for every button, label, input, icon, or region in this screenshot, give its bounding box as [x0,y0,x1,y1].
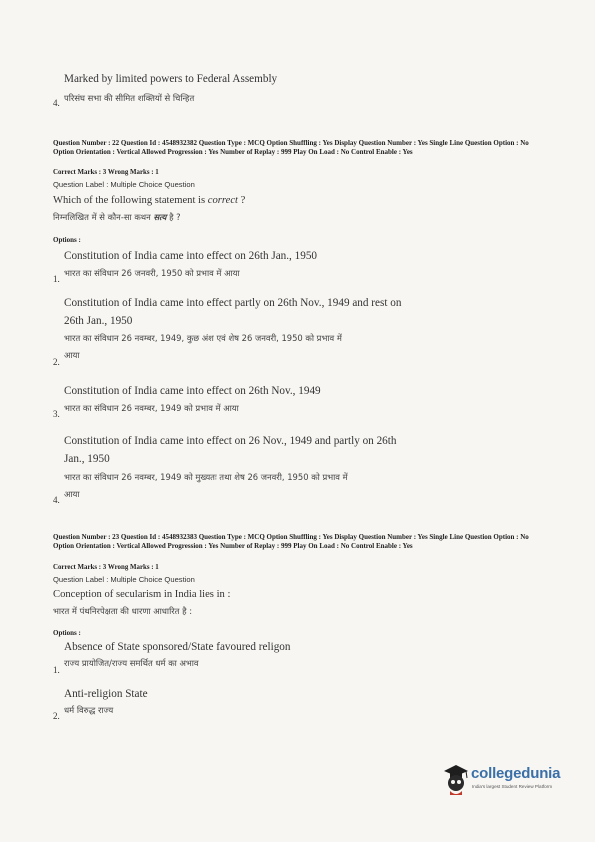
q22-question-hindi: निम्नलिखित में से कौन-सा कथन सत्य है ? [53,212,181,222]
q23-metadata: Question Number : 23 Question Id : 4548932383 Question Type : MCQ Option Shuffling : Yes Display Question Number : Yes Single Line Question Option : No Option Orientation : Vertical Allowed Progression : Yes Number of Replay : 999 Play On Load : No Control Enable : Yes [53,533,529,550]
q22-question-label: Question Label : Multiple Choice Question [53,180,195,189]
q22-option-4-hindi-cont: आया [64,489,80,499]
q22-metadata: Question Number : 22 Question Id : 4548932382 Question Type : MCQ Option Shuffling : Yes Display Question Number : Yes Single Line Question Option : No Option Orientation : Vertical Allowed Progression : Yes Number of Replay : 999 Play On Load : No Control Enable : Yes [53,139,529,156]
q22-keyword-hindi: सत्य [153,212,167,222]
q22-option-3-text[interactable]: Constitution of India came into effect on 26th Nov., 1949 [64,385,321,397]
q23-question-hindi: भारत में पंथनिरपेक्षता की धारणा आधारित है : [53,606,193,616]
prev-option-4-text: Marked by limited powers to Federal Assembly [64,73,278,85]
q23-option-2-hindi: धर्म विरुद्ध राज्य [64,705,114,715]
q23-question-text: Conception of secularism in India lies in : [53,589,231,600]
q22-keyword: correct [207,195,238,206]
q23-option-2-text[interactable]: Anti-religion State [64,688,148,700]
q23-marks: Correct Marks : 3 Wrong Marks : 1 [53,564,159,571]
q22-option-3-number: 3. [53,409,60,419]
collegedunia-logo [441,761,561,801]
q22-option-2-text-cont: 26th Jan., 1950 [64,315,133,327]
q22-option-1-hindi: भारत का संविधान 26 जनवरी, 1950 को प्रभाव में आया [64,268,240,278]
q22-option-4-number: 4. [53,495,60,505]
q23-option-1-number: 1. [53,665,60,675]
q22-option-2-number: 2. [53,357,60,367]
logo-tagline: India's largest Student Review Platform [472,784,553,789]
q22-option-4-hindi: भारत का संविधान 26 नवम्बर, 1949 को मुख्यतः तथा शेष 26 जनवरी, 1950 को प्रभाव में [64,472,348,482]
q22-options-heading: Options : [53,236,81,244]
q23-option-1-hindi: राज्य प्रायोजित/राज्य समर्थित धर्म का अभाव [64,658,199,668]
q22-option-2-hindi: भारत का संविधान 26 नवम्बर, 1949, कुछ अंश एवं शेष 26 जनवरी, 1950 को प्रभाव में [64,333,342,343]
prev-option-4-number: 4. [53,98,60,108]
q23-options-heading: Options : [53,629,81,637]
q22-option-1-text[interactable]: Constitution of India came into effect on 26th Jan., 1950 [64,250,318,262]
logo-wordmark: collegedunia [471,765,561,782]
prev-option-4-hindi: परिसंघ सभा की सीमित शक्तियों से चिन्हित [64,93,195,103]
q22-option-3-hindi: भारत का संविधान 26 नवम्बर, 1949 को प्रभाव में आया [64,403,239,413]
q23-option-1-text[interactable]: Absence of State sponsored/State favoured religon [64,641,291,653]
q22-option-2-hindi-cont: आया [64,350,80,360]
q22-option-1-number: 1. [53,274,60,284]
mascot-icon [441,761,471,797]
q22-option-2-text[interactable]: Constitution of India came into effect partly on 26th Nov., 1949 and rest on [64,297,402,309]
q22-option-4-text[interactable]: Constitution of India came into effect on 26 Nov., 1949 and partly on 26th [64,435,397,447]
q23-option-2-number: 2. [53,711,60,721]
q22-question-text: Which of the following statement is correct ? [53,195,246,206]
q22-option-4-text-cont: Jan., 1950 [64,453,110,465]
q23-question-label: Question Label : Multiple Choice Question [53,575,195,584]
q22-marks: Correct Marks : 3 Wrong Marks : 1 [53,169,159,176]
